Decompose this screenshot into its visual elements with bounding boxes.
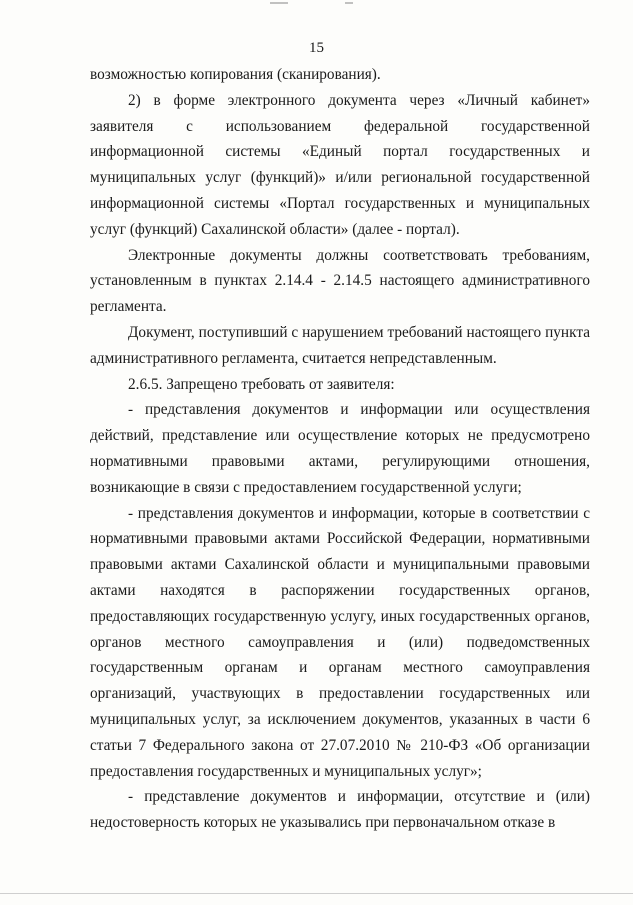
page-bottom-edge [0,893,633,894]
page-number: 15 [309,40,324,56]
paragraph-violation-notice: Документ, поступивший с нарушением требований настоящего пункта административного регламента, считается непредставленным. [90,323,590,367]
paragraph-continuation: возможностью копирования (сканирования). [90,66,381,83]
scan-artifact-mark [270,2,288,4]
list-item-prohibition-2: - представления документов и информации, которые в соответствии с нормативными правовыми актами Российской Федерации, нормативными правовыми актами Сахалинской области и муниципальными правовыми актами находятся в распоряжении государственных органов, предоставляющих государственную услугу, иных государственных органов, органов местного самоуправления и (или) подведомственных государственным органам и органам местного самоуправления организаций, участвующих в предоставлении государственных или муниципальных услуг, за исключением документов, указанных в части 6 статьи 7 Федерального закона от 27.07.2010 № 210-ФЗ «Об организации предоставления государственных и муниципальных услуг»; [90,504,590,780]
scan-artifact-mark [345,2,353,4]
section-heading-2-6-5: 2.6.5. Запрещено требовать от заявителя: [128,375,395,393]
list-item-prohibition-3: - представление документов и информации, отсутствие и (или) недостоверность которых не указывались при первоначальном отказе в [90,788,590,832]
list-item-prohibition-1: - представления документов и информации или осуществления действий, представление или осуществление которых не предусмотрено нормативными правовыми актами, регулирующими отношения, возникающие в связи с предоставлением государственной услуги; [90,401,590,496]
document-body [90,62,590,836]
paragraph-electronic-requirements: Электронные документы должны соответствовать требованиям, установленным в пунктах 2.14.4 - 2.14.5 настоящего административного регламента. [90,246,590,316]
paragraph-electronic-form: 2) в форме электронного документа через «Личный кабинет» заявителя с использованием федеральной государственной информационной системы «Единый портал государственных и муниципальных услуг (функций)» и/или региональной государственной информационной системы «Портал государственных и муниципальных услуг (функций) Сахалинской области» (далее - портал). [90,91,590,238]
